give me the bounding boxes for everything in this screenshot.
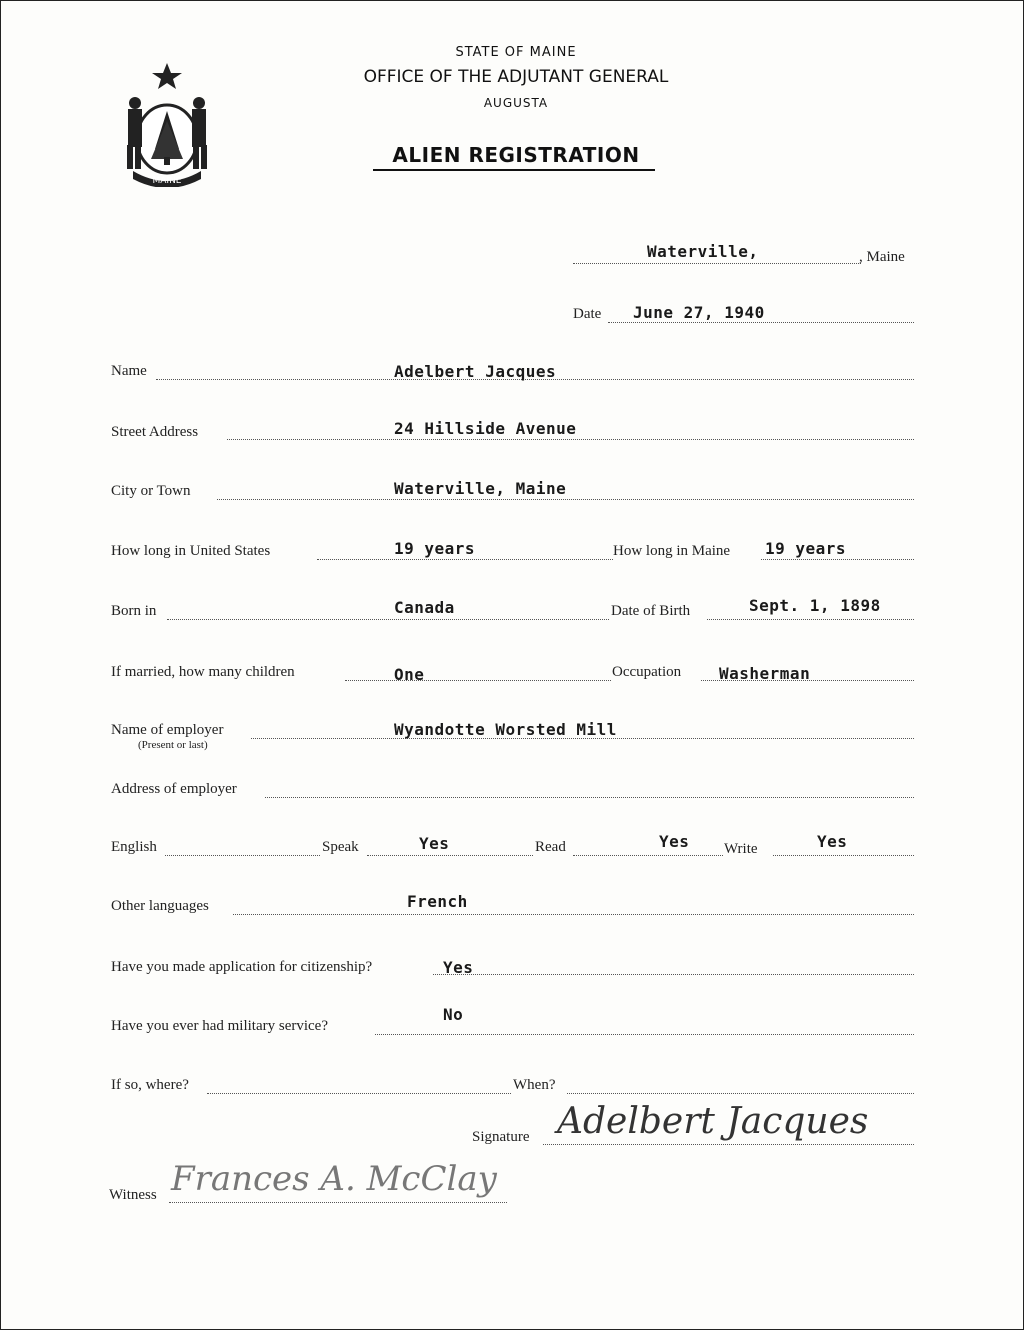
citizenship-value: Yes: [443, 958, 474, 977]
street-value: 24 Hillside Avenue: [394, 419, 577, 438]
speak-value: Yes: [419, 834, 450, 853]
where-line: [207, 1092, 511, 1094]
when-label: When?: [513, 1077, 556, 1093]
english-line: [165, 854, 320, 856]
maine-duration-value: 19 years: [765, 539, 847, 558]
children-value: One: [394, 665, 425, 684]
signature-label: Signature: [472, 1129, 530, 1145]
children-label: If married, how many children: [111, 664, 295, 680]
title-underline: [373, 169, 655, 171]
us-duration-label: How long in United States: [111, 543, 271, 559]
occupation-label: Occupation: [612, 664, 682, 680]
read-label: Read: [535, 839, 566, 855]
us-duration-value: 19 years: [394, 539, 476, 558]
born-value: Canada: [394, 598, 455, 617]
military-value: No: [443, 1005, 464, 1024]
witness-label: Witness: [109, 1187, 157, 1203]
signature-value: Adelbert Jacques: [557, 1101, 869, 1142]
children-line: [345, 679, 611, 681]
dob-value: Sept. 1, 1898: [749, 596, 881, 615]
languages-line: [233, 913, 914, 915]
maine-duration-label: How long in Maine: [613, 543, 731, 559]
form-title: ALIEN REGISTRATION: [392, 143, 640, 167]
employer-value: Wyandotte Worsted Mill: [394, 720, 617, 739]
place-city-line: [573, 262, 861, 264]
languages-value: French: [407, 892, 468, 911]
date-value: June 27, 1940: [633, 303, 765, 322]
place-city-value: Waterville,: [647, 242, 759, 261]
state-heading: STATE OF MAINE: [455, 45, 577, 60]
military-label: Have you ever had military service?: [111, 1018, 328, 1034]
name-label: Name: [111, 363, 147, 379]
citizenship-line: [433, 973, 914, 975]
read-value: Yes: [659, 832, 690, 851]
name-value: Adelbert Jacques: [394, 362, 557, 381]
street-label: Street Address: [111, 424, 199, 440]
speak-line: [367, 854, 533, 856]
city-label: City or Town: [111, 483, 191, 499]
city-heading: AUGUSTA: [483, 96, 549, 110]
where-label: If so, where?: [111, 1077, 189, 1093]
occupation-value: Washerman: [719, 664, 811, 683]
born-line: [167, 618, 609, 620]
office-heading: OFFICE OF THE ADJUTANT GENERAL: [363, 67, 669, 87]
languages-label: Other languages: [111, 898, 209, 914]
city-line: [217, 498, 914, 500]
employer-address-label: Address of employer: [111, 781, 237, 797]
english-label: English: [111, 839, 157, 855]
when-line: [567, 1092, 914, 1094]
street-line: [227, 438, 914, 440]
speak-label: Speak: [322, 839, 359, 855]
employer-sublabel: (Present or last): [138, 739, 208, 751]
employer-label: Name of employer: [111, 722, 224, 738]
signature-line: [543, 1143, 914, 1145]
maine-duration-line: [761, 558, 914, 560]
citizenship-label: Have you made application for citizenship?: [111, 959, 373, 975]
write-line: [773, 854, 914, 856]
witness-value: Frances A. McClay: [171, 1159, 497, 1199]
write-label: Write: [724, 841, 758, 857]
read-line: [573, 854, 723, 856]
date-label: Date: [573, 306, 602, 322]
dob-label: Date of Birth: [611, 603, 691, 619]
city-value: Waterville, Maine: [394, 479, 567, 498]
write-value: Yes: [817, 832, 848, 851]
dob-line: [707, 618, 914, 620]
seal-banner-text: MAINE: [152, 176, 182, 186]
employer-address-line: [265, 796, 914, 798]
place-state-label: , Maine: [859, 249, 905, 265]
us-duration-line: [317, 558, 613, 560]
witness-line: [169, 1201, 507, 1203]
born-label: Born in: [111, 603, 157, 619]
military-line: [375, 1033, 914, 1035]
